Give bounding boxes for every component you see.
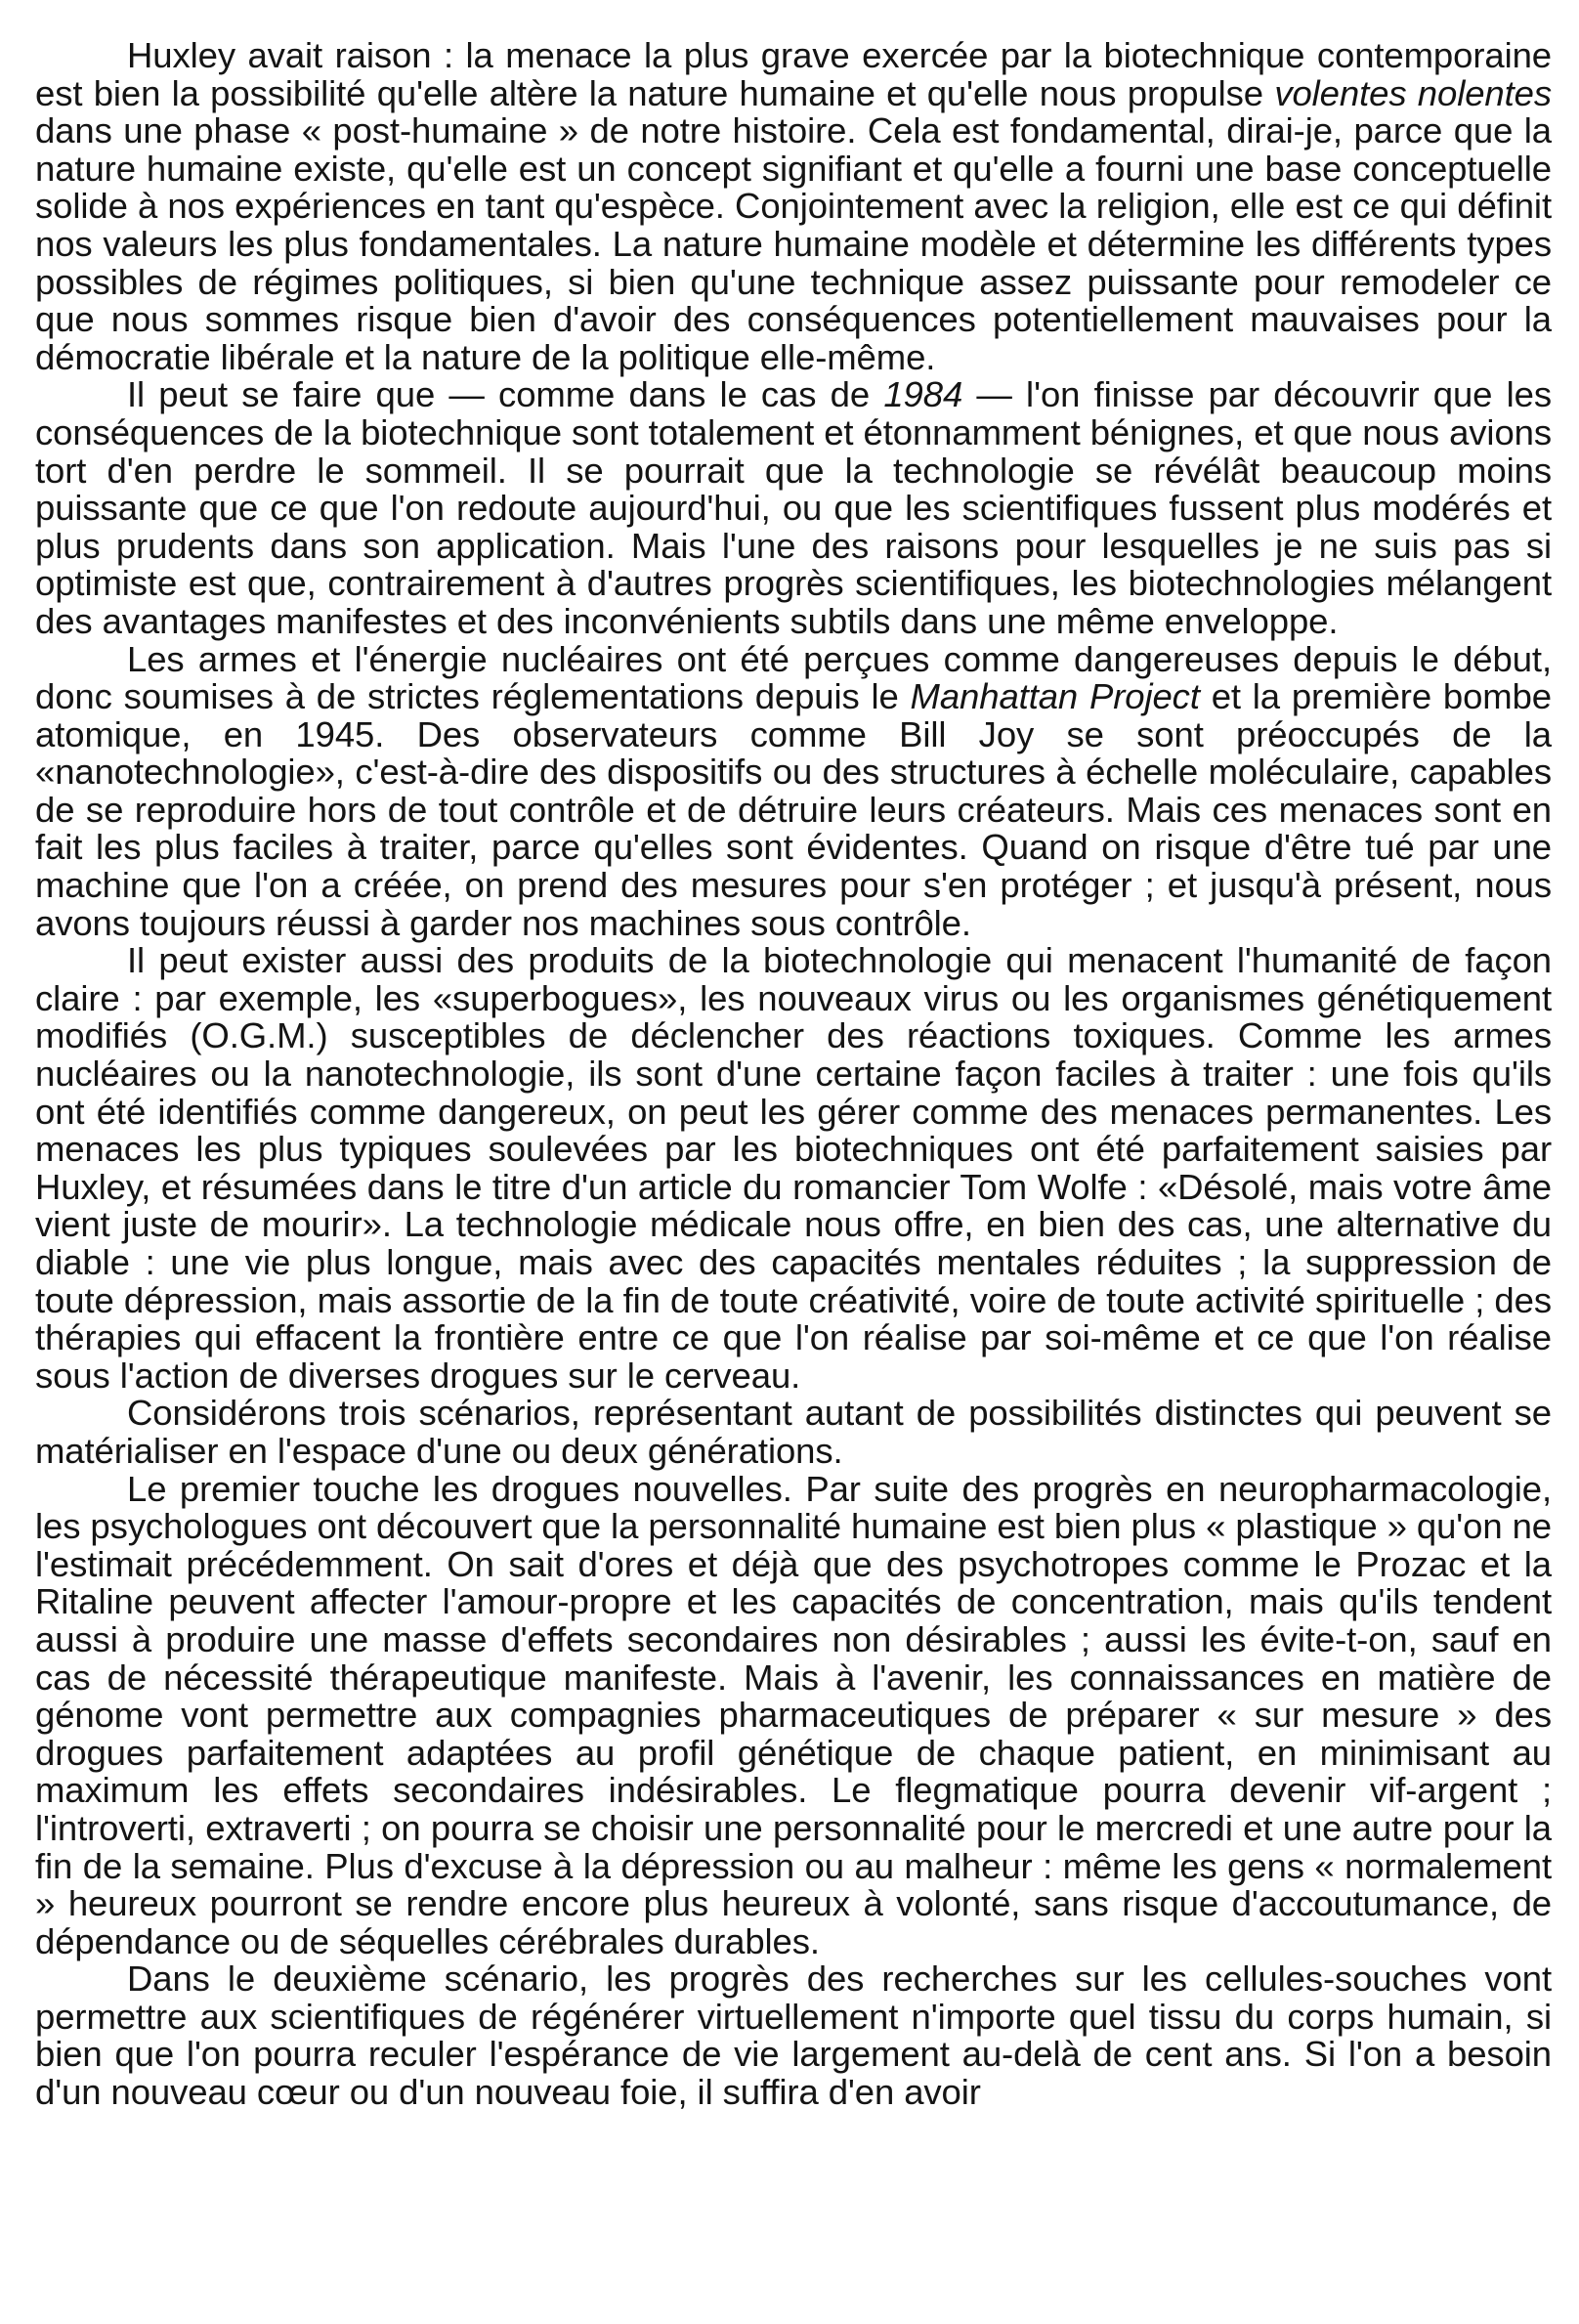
text-run: — l'on finisse par découvrir que les conséquences de la biotechnique sont totalement et étonnamment bénignes, et que nous avions tort d'en perdre le sommeil. Il se pourrait que la technologie se révélât beaucoup moins puissante que ce que l'on redoute aujourd'hui, ou que les scientifiques fussent plus modérés et plus prudents dans son application. Mais l'une des raisons pour lesquelles je ne suis pas si optimiste est que, contrairement à d'autres progrès scientifiques, les biotechnologies mélangent des avantages manifestes et des inconvénients subtils dans une même enveloppe. [35, 374, 1552, 641]
paragraph-6 [35, 1468, 1552, 1961]
paragraph-3 [35, 638, 1552, 943]
paragraph-1 [35, 37, 1552, 376]
text-run: Considérons trois scénarios, représentant autant de possibilités distinctes qui peuvent se matérialiser en l'espace d'une ou deux générations. [35, 1393, 1552, 1471]
text-run: et la première bombe atomique, en 1945. Des observateurs comme Bill Joy se sont préoccupés de la «nanotechnologie», c'est-à-dire des dispositifs ou des structures à échelle moléculaire, capables de se reproduire hors de tout contrôle et de détruire leurs créateurs. Mais ces menaces sont en fait les plus faciles à traiter, parce qu'elles sont évidentes. Quand on risque d'être tué par une machine que l'on a créée, on prend des mesures pour s'en protéger ; et jusqu'à présent, nous avons toujours réussi à garder nos machines sous contrôle. [35, 676, 1552, 943]
italic-text-run: Manhattan Project [910, 676, 1200, 717]
text-run: Dans le deuxième scénario, les progrès des recherches sur les cellules-souches vont permettre aux scientifiques de régénérer virtuellement n'importe quel tissu du corps humain, si bien que l'on pourra reculer l'espérance de vie largement au-delà de cent ans. Si l'on a besoin d'un nouveau cœur ou d'un nouveau foie, il suffira d'en avoir [35, 1958, 1552, 2113]
paragraph-4 [35, 942, 1552, 1395]
text-run: Il peut exister aussi des produits de la biotechnologie qui menacent l'humanité de façon claire : par exemple, les «superbogues», les nouveaux virus ou les organismes génétiquement modifiés (O.G.M.) susceptibles de déclencher des réactions toxiques. Comme les armes nucléaires ou la nanotechnologie, ils sont d'une certaine façon faciles à traiter : une fois qu'ils ont été identifiés comme dangereux, on peut les gérer comme des menaces permanentes. Les menaces les plus typiques soulevées par les biotechniques ont été parfaitement saisies par Huxley, et résumées dans le titre d'un article du romancier Tom Wolfe : «Désolé, mais votre âme vient juste de mourir». La technologie médicale nous offre, en bien des cas, une alternative du diable : une vie plus longue, mais avec des capacités mentales réduites ; la suppression de toute dépression, mais assortie de la fin de toute créativité, voire de toute activité spirituelle ; des thérapies qui effacent la frontière entre ce que l'on réalise par soi-même et ce que l'on réalise sous l'action de diverses drogues sur le cerveau. [35, 940, 1552, 1396]
paragraph-5 [35, 1395, 1552, 1470]
document-page [35, 37, 1552, 2112]
paragraph-7 [35, 1960, 1552, 2111]
text-run: Les armes et l'énergie nucléaires ont été perçues comme dangereuses depuis le début, donc soumises à de strictes réglementations depuis le [35, 638, 1552, 717]
italic-text-run: volentes nolentes [1274, 72, 1553, 113]
text-run: Huxley avait raison : la menace la plus grave exercée par la biotechnique contemporaine est bien la possibilité qu'elle altère la nature humaine et qu'elle nous propulse [35, 35, 1552, 113]
text-run: Il peut se faire que — comme dans le cas de [127, 374, 884, 415]
paragraph-2 [35, 376, 1552, 640]
text-run: Le premier touche les drogues nouvelles. Par suite des progrès en neuropharmacologie, les psychologues ont découvert que la personnalité humaine est bien plus « plastique » qu'on ne l'estimait précédemment. On sait d'ores et déjà que des psychotropes comme le Prozac et la Ritaline peuvent affecter l'amour-propre et les capacités de concentration, mais qu'ils tendent aussi à produire une masse d'effets secondaires non désirables ; aussi les évite-t-on, sauf en cas de nécessité thérapeutique manifeste. Mais à l'avenir, les connaissances en matière de génome vont permettre aux compagnies pharmaceutiques de préparer « sur mesure » des drogues parfaitement adaptées au profil génétique de chaque patient, en minimisant au maximum les effets secondaires indésirables. Le flegmatique pourra devenir vif-argent ; l'introverti, extraverti ; on pourra se choisir une personnalité pour le mercredi et une autre pour la fin de la semaine. Plus d'excuse à la dépression ou au malheur : même les gens « normalement » heureux pourront se rendre encore plus heureux à volonté, sans risque d'accoutumance, de dépendance ou de séquelles cérébrales durables. [35, 1468, 1552, 1961]
italic-text-run: 1984 [883, 374, 963, 415]
text-run: dans une phase « post-humaine » de notre histoire. Cela est fondamental, dirai-je, parce que la nature humaine existe, qu'elle est un concept signifiant et qu'elle a fourni une base conceptuelle solide à nos expériences en tant qu'espèce. Conjointement avec la religion, elle est ce qui définit nos valeurs les plus fondamentales. La nature humaine modèle et détermine les différents types possibles de régimes politiques, si bien qu'une technique assez puissante pour remodeler ce que nous sommes risque bien d'avoir des conséquences potentiellement mauvaises pour la démocratie libérale et la nature de la politique elle-même. [35, 110, 1552, 377]
